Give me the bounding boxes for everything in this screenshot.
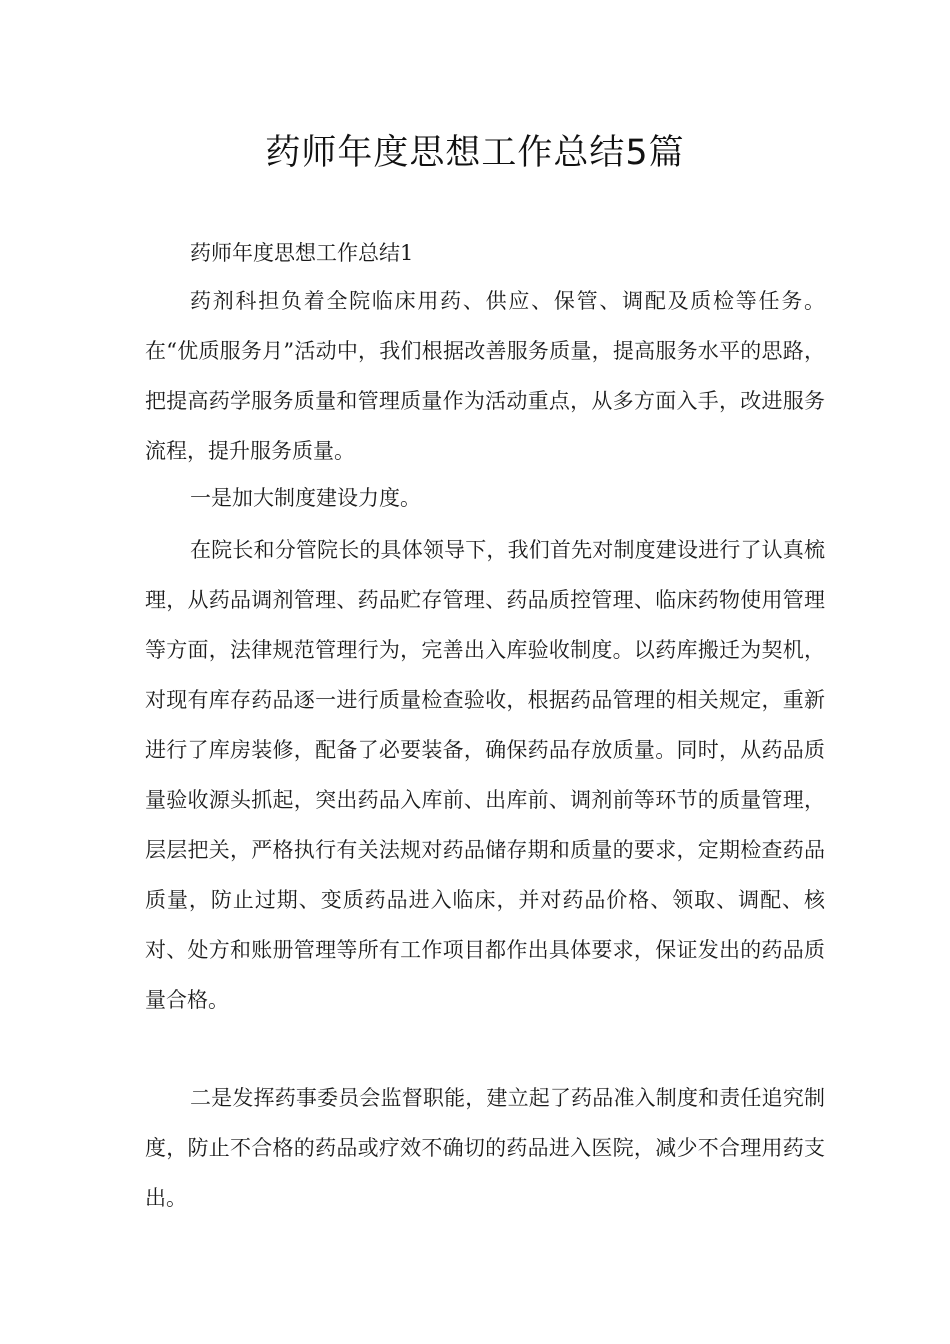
section-subtitle: 药师年度思想工作总结1 bbox=[190, 241, 414, 265]
point-1-heading: 一是加大制度建设力度。 bbox=[190, 486, 421, 510]
paragraph-intro: 药剂科担负着全院临床用药、供应、保管、调配及质检等任务。在“优质服务月”活动中，我们根据改善服务质量，提高服务水平的思路，把提高药学服务质量和管理质量作为活动重点，从多方面入手，改进服务流程，提升服务质量。 bbox=[145, 289, 825, 463]
point-2-paragraph: 二是发挥药事委员会监督职能，建立起了药品准入制度和责任追究制度，防止不合格的药品或疗效不确切的药品进入医院，减少不合理用药支出。 bbox=[145, 1086, 825, 1210]
point-1-body: 在院长和分管院长的具体领导下，我们首先对制度建设进行了认真梳理，从药品调剂管理、药品贮存管理、药品质控管理、临床药物使用管理等方面，法律规范管理行为，完善出入库验收制度。以药库搬迁为契机，对现有库存药品逐一进行质量检查验收，根据药品管理的相关规定，重新进行了库房装修，配备了必要装备，确保药品存放质量。同时，从药品质量验收源头抓起，突出药品入库前、出库前、调剂前等环节的质量管理，层层把关，严格执行有关法规对药品储存期和质量的要求，定期检查药品质量，防止过期、变质药品进入临床，并对药品价格、领取、调配、核对、处方和账册管理等所有工作项目都作出具体要求，保证发出的药品质量合格。 bbox=[145, 538, 825, 1012]
document-title: 药师年度思想工作总结5篇 bbox=[265, 133, 685, 173]
